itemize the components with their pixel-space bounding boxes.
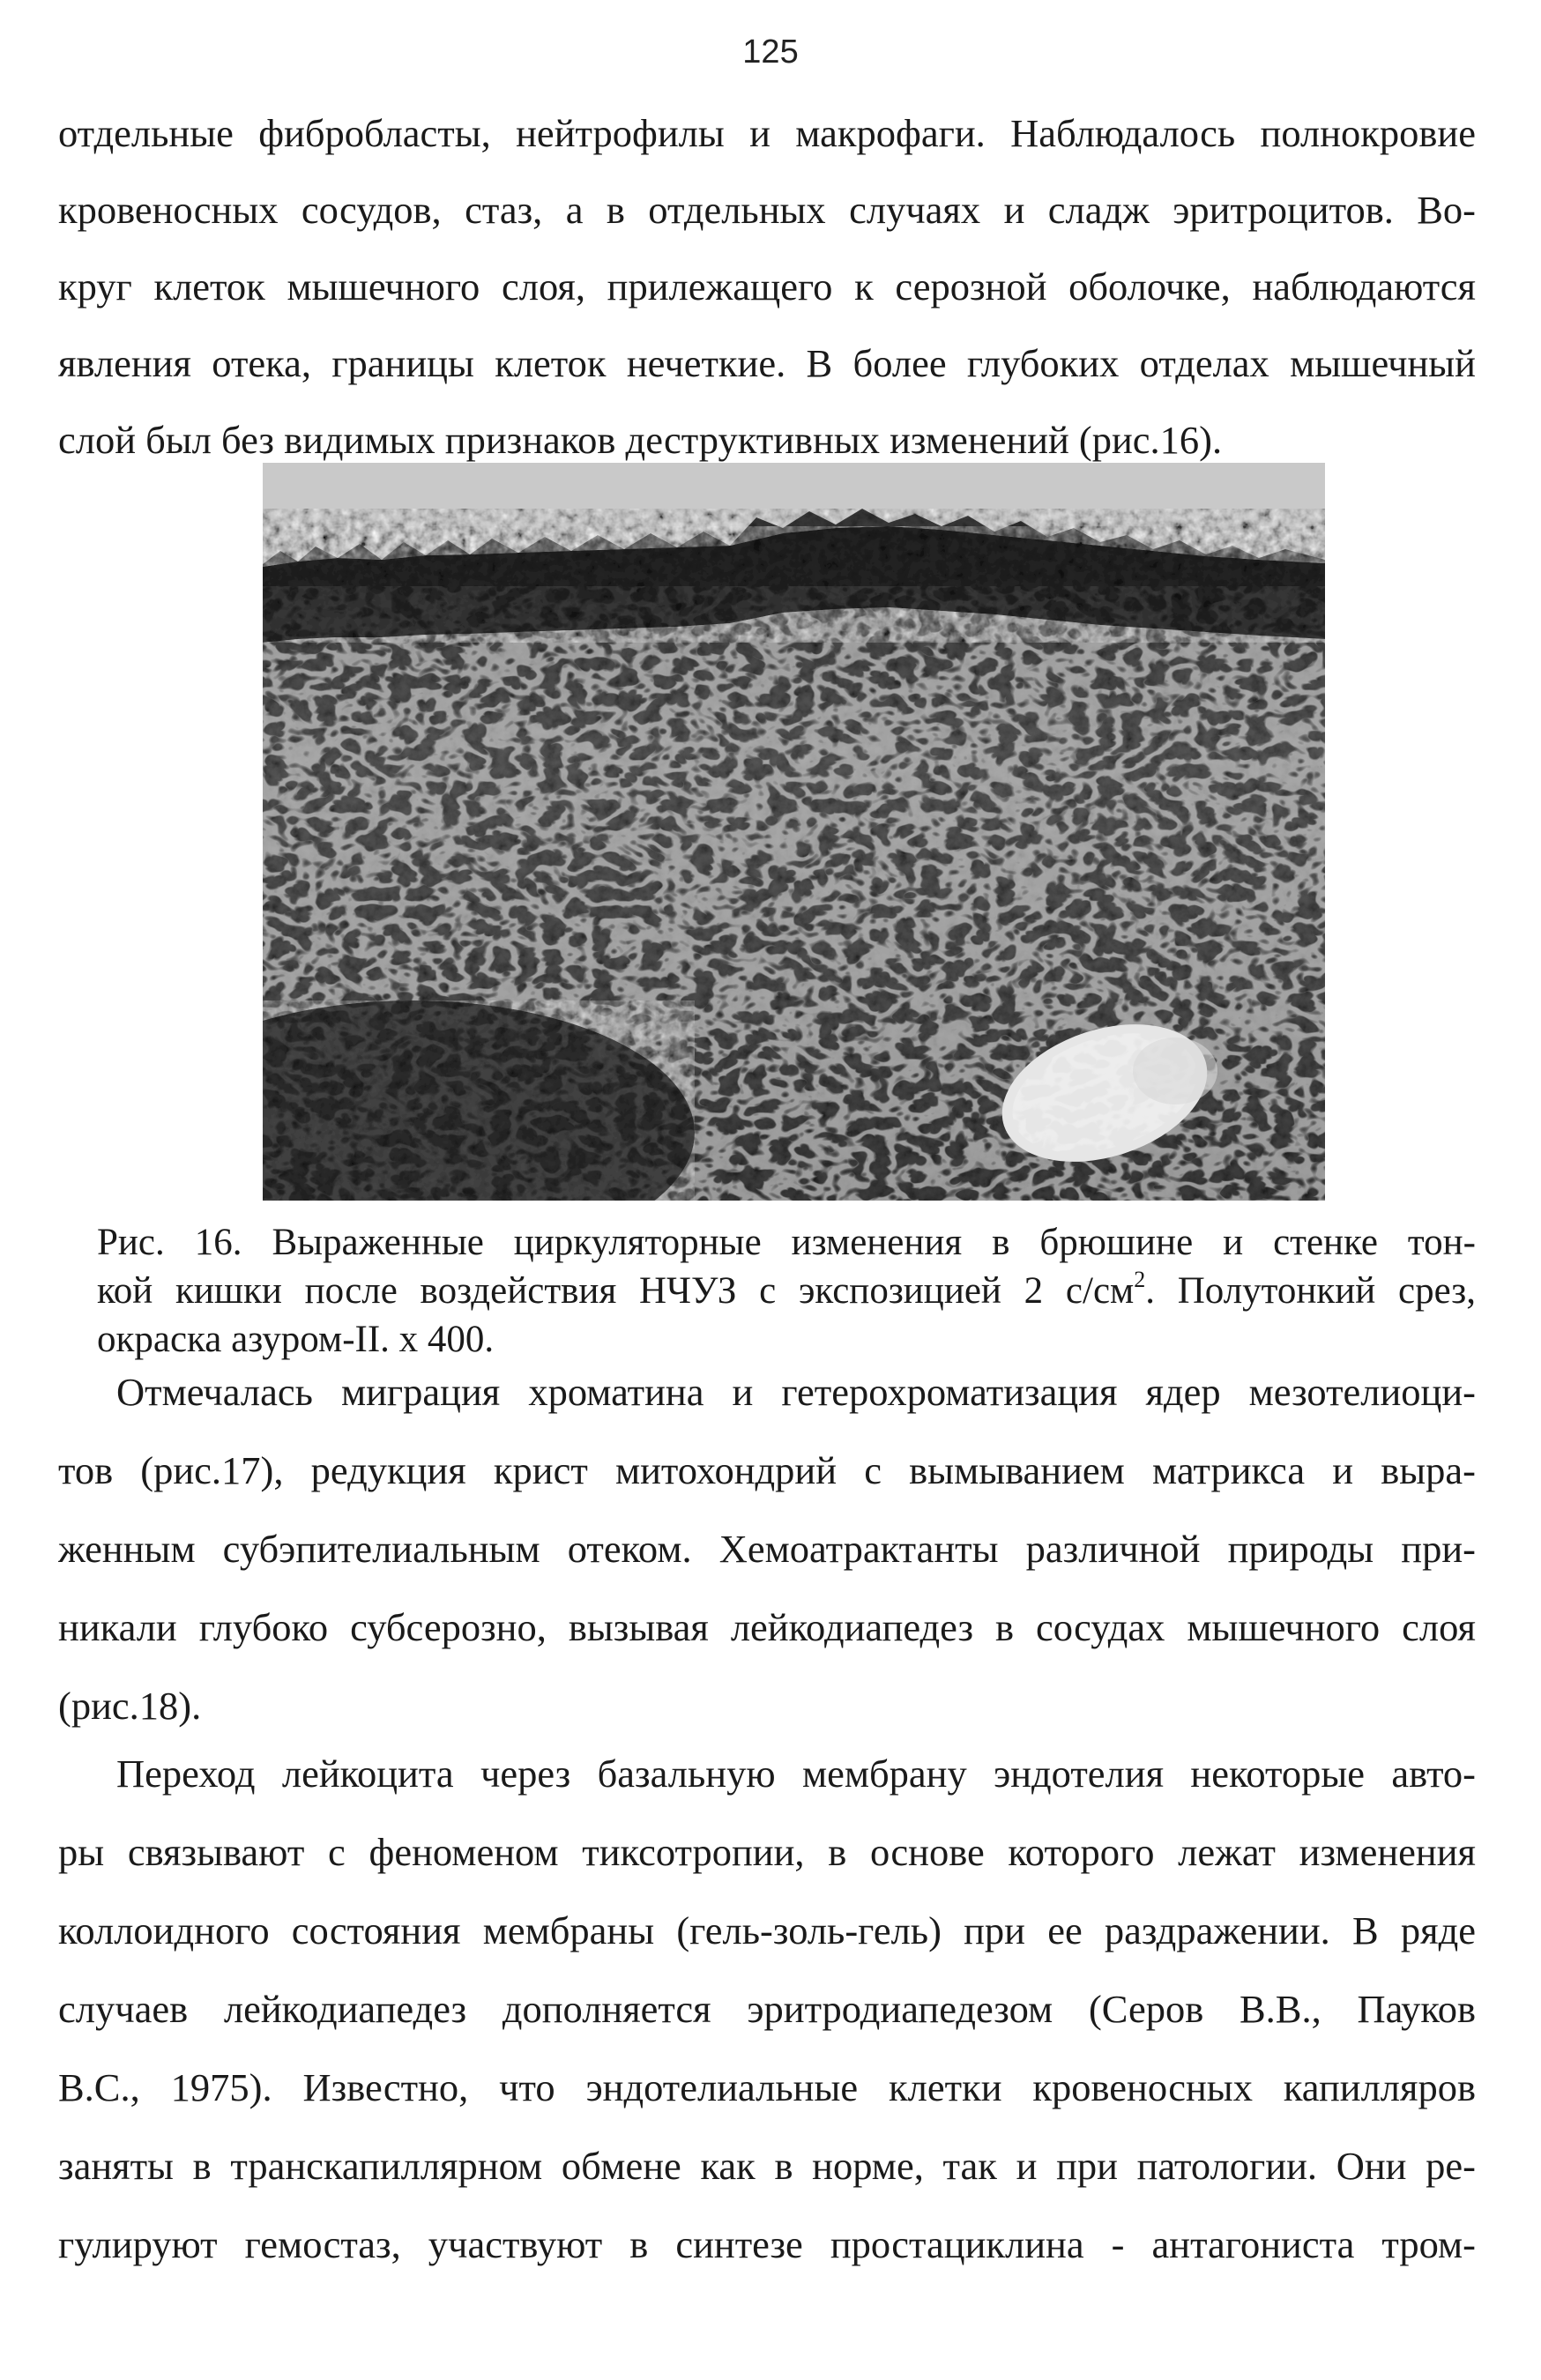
text-line: В.С., 1975). Известно, что эндотелиальные клетки кровеносных капилляров	[58, 2065, 1476, 2109]
text-line: тов (рис.17), редукция крист митохондрий с вымыванием матрикса и выра-	[58, 1448, 1476, 1492]
text-line: явления отека, границы клеток нечеткие. В более глубоких отделах мышечный	[58, 341, 1476, 385]
figure-caption	[97, 1218, 1476, 1364]
text-line: никали глубоко субсерозно, вызывая лейкодиапедез в сосудах мышечного слоя	[58, 1605, 1476, 1649]
caption-line	[97, 1267, 1476, 1315]
text-line: круг клеток мышечного слоя, прилежащего к серозной оболочке, наблюдаются	[58, 264, 1476, 309]
text-line: Отмечалась миграция хроматина и гетерохроматизация ядер мезотелиоци-	[116, 1370, 1476, 1414]
text-line: женным субэпителиальным отеком. Хемоатрактанты различной природы при-	[58, 1527, 1476, 1571]
text-line: (рис.18).	[58, 1684, 202, 1728]
vessel-lumen	[1133, 1038, 1217, 1104]
page-number: 125	[742, 33, 799, 71]
micrograph-figure	[263, 463, 1325, 1201]
caption-superscript: 2	[1134, 1267, 1146, 1292]
text-line: кровеносных сосудов, стаз, а в отдельных случаях и сладж эритроцитов. Во-	[58, 188, 1476, 232]
text-line: отдельные фибробласты, нейтрофилы и макрофаги. Наблюдалось полнокровие	[58, 111, 1476, 155]
text-line: коллоидного состояния мембраны (гель-золь-гель) при ее раздражении. В ряде	[58, 1908, 1476, 1952]
text-line: случаев лейкодиапедез дополняется эритродиапедезом (Серов В.В., Пауков	[58, 1987, 1476, 2031]
caption-text: . Полутонкий срез,	[1145, 1270, 1476, 1312]
text-line: гулируют гемостаз, участвуют в синтезе простациклина - антагониста тром-	[58, 2222, 1476, 2266]
text-line: заняты в транскапиллярном обмене как в норме, так и при патологии. Они ре-	[58, 2144, 1476, 2188]
text-line: Переход лейкоцита через базальную мембрану эндотелия некоторые авто-	[116, 1752, 1476, 1796]
paragraph-3	[58, 1735, 1476, 2284]
caption-line: окраска азуром-II. х 400.	[97, 1319, 495, 1360]
paragraph-2	[58, 1353, 1476, 1745]
caption-line: Рис. 16. Выраженные циркуляторные изменения в брюшине и стенке тон-	[97, 1222, 1476, 1263]
caption-text: кой кишки после воздействия НЧУЗ с экспозицией 2 с/см	[97, 1270, 1135, 1312]
text-line: ры связывают с феноменом тиксотропии, в основе которого лежат изменения	[58, 1830, 1476, 1874]
paragraph-1	[58, 95, 1476, 479]
micrograph-image	[263, 463, 1325, 1201]
text-line: слой был без видимых признаков деструктивных изменений (рис.16).	[58, 418, 1223, 462]
